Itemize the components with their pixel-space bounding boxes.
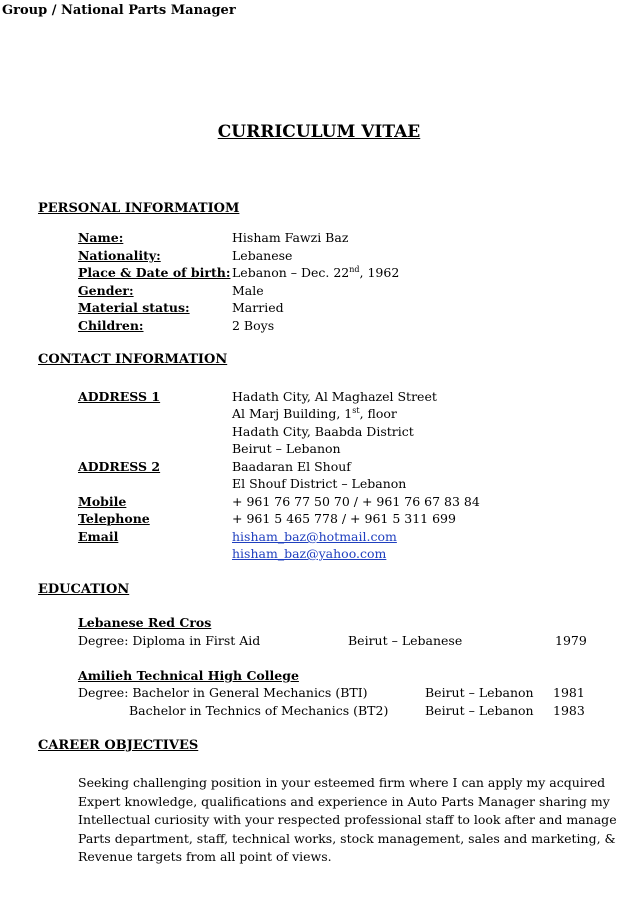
- address1-line4: Beirut – Lebanon: [232, 441, 341, 456]
- value-children: 2 Boys: [232, 318, 275, 333]
- value-nationality: Lebanese: [232, 248, 293, 263]
- label-address1: ADDRESS 1: [78, 389, 161, 404]
- career-line: Revenue targets from all point of views.: [78, 849, 332, 865]
- address1-line1: Hadath City, Al Maghazel Street: [232, 389, 437, 404]
- value-gender: Male: [232, 283, 264, 298]
- career-objective-paragraph: [78, 774, 623, 867]
- school2-name: Amilieh Technical High College: [78, 668, 299, 683]
- label-mobile: Mobile: [78, 494, 127, 509]
- school2-place2: Beirut – Lebanon: [425, 703, 534, 718]
- school2-degree2: Bachelor in Technics of Mechanics (BT2): [129, 703, 389, 718]
- label-gender: Gender:: [78, 283, 134, 298]
- label-email: Email: [78, 529, 119, 544]
- section-personal-heading: PERSONAL INFORMATIOM: [38, 201, 240, 216]
- address1-line3: Hadath City, Baabda District: [232, 424, 414, 439]
- school1-place: Beirut – Lebanese: [348, 633, 463, 648]
- school2-year1: 1981: [553, 685, 585, 700]
- value-marital: Married: [232, 300, 284, 315]
- value-name: Hisham Fawzi Baz: [232, 230, 349, 245]
- label-marital: Material status:: [78, 300, 190, 315]
- label-telephone: Telephone: [78, 511, 150, 526]
- label-children: Children:: [78, 318, 144, 333]
- section-education-heading: EDUCATION: [38, 582, 130, 597]
- label-birth: Place & Date of birth:: [78, 265, 231, 280]
- career-line: Expert knowledge, qualifications and experience in Auto Parts Manager sharing my: [78, 793, 610, 809]
- school2-place1: Beirut – Lebanon: [425, 685, 534, 700]
- label-name: Name:: [78, 230, 124, 245]
- section-contact-heading: CONTACT INFORMATION: [38, 352, 228, 367]
- school1-degree: Degree: Diploma in First Aid: [78, 633, 261, 648]
- value-telephone: + 961 5 465 778 / + 961 5 311 699: [232, 511, 456, 526]
- address2-line2: El Shouf District – Lebanon: [232, 476, 407, 491]
- header-role: Group / National Parts Manager: [2, 3, 236, 18]
- label-address2: ADDRESS 2: [78, 459, 161, 474]
- email-link-yahoo[interactable]: hisham_baz@yahoo.com: [232, 546, 387, 561]
- label-nationality: Nationality:: [78, 248, 161, 263]
- career-line: Seeking challenging position in your esteemed firm where I can apply my acquired: [78, 775, 606, 790]
- address1-line2: Al Marj Building, 1st, floor: [232, 406, 397, 422]
- page-title: CURRICULUM VITAE: [217, 122, 421, 142]
- career-line: Intellectual curiosity with your respected professional staff to look after and manage: [78, 812, 617, 828]
- school2-year2: 1983: [553, 703, 585, 718]
- address2-line1: Baadaran El Shouf: [232, 459, 351, 474]
- value-birth: Lebanon – Dec. 22nd, 1962: [232, 265, 400, 281]
- school1-name: Lebanese Red Cros: [78, 615, 212, 630]
- email-link-hotmail[interactable]: hisham_baz@hotmail.com: [232, 529, 397, 544]
- value-mobile: + 961 76 77 50 70 / + 961 76 67 83 84: [232, 494, 480, 509]
- school2-degree1: Degree: Bachelor in General Mechanics (BTI): [78, 685, 368, 700]
- career-line: Parts department, staff, technical works, stock management, sales and marketing, &: [78, 830, 616, 846]
- section-career-heading: CAREER OBJECTIVES: [38, 738, 199, 753]
- school1-year: 1979: [555, 633, 587, 648]
